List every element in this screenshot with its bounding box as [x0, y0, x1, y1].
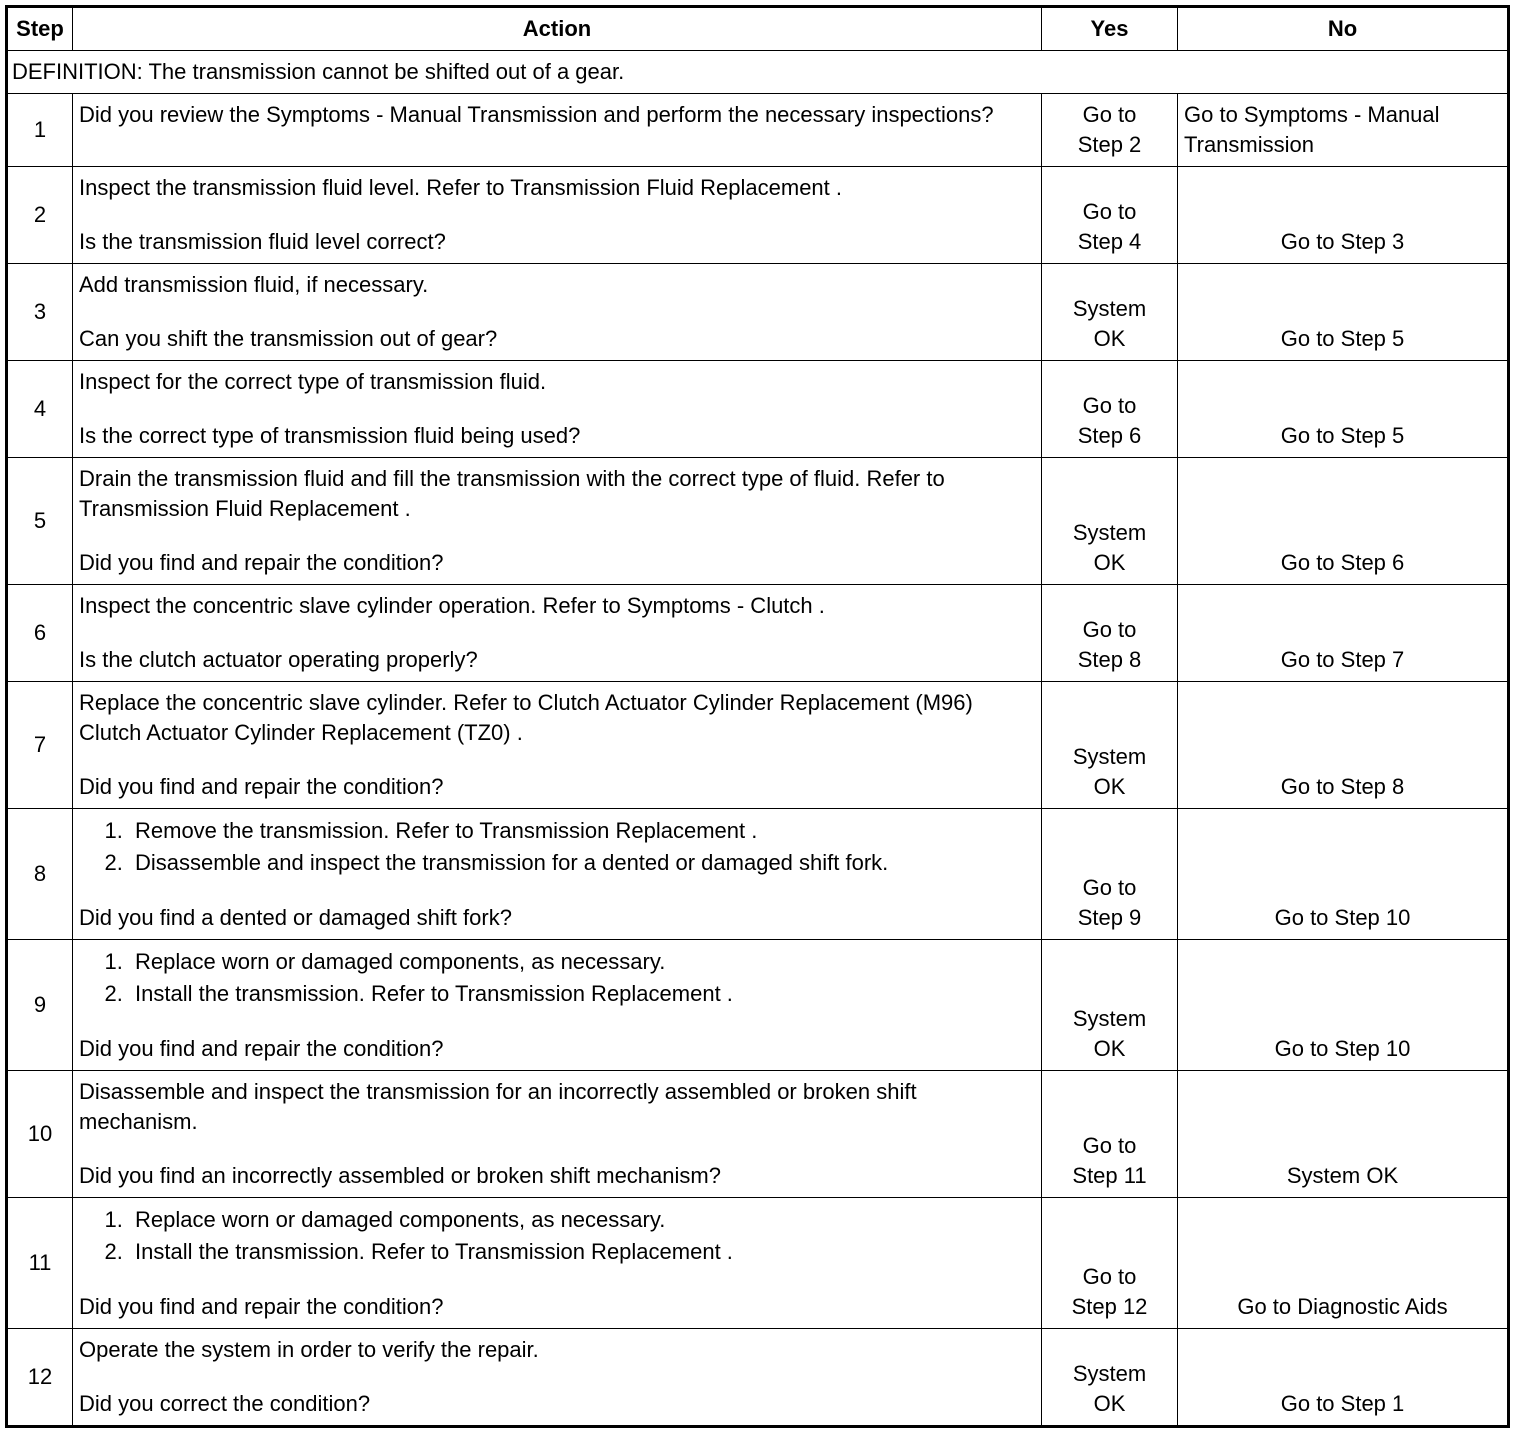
action-question: Is the clutch actuator operating properly?	[79, 647, 478, 672]
no-cell: Go to Step 5	[1178, 361, 1509, 458]
action-cell	[73, 1329, 1042, 1427]
yes-cell	[1042, 264, 1178, 361]
step-number: 4	[7, 361, 73, 458]
step-number: 11	[7, 1198, 73, 1329]
yes-cell	[1042, 167, 1178, 264]
table-row	[7, 1329, 1509, 1427]
action-list-item: 1. Remove the transmission. Refer to Transmission Replacement .	[129, 815, 1035, 847]
step-number: 1	[7, 94, 73, 167]
step-number: 9	[7, 940, 73, 1071]
action-question: Did you find and repair the condition?	[79, 550, 444, 575]
yes-cell	[1042, 809, 1178, 940]
action-question: Did you find and repair the condition?	[79, 774, 444, 799]
action-text: Disassemble and inspect the transmission for an incorrectly assembled or broken shift mechanism.	[79, 1079, 917, 1134]
step-number: 2	[7, 167, 73, 264]
yes-text: OK	[1093, 550, 1126, 575]
action-list-item: 2. Disassemble and inspect the transmission for a dented or damaged shift fork.	[129, 847, 1035, 879]
action-cell	[73, 167, 1042, 264]
table-row	[7, 264, 1509, 361]
no-cell: Go to Step 6	[1178, 458, 1509, 585]
action-cell	[73, 1071, 1042, 1198]
yes-cell	[1042, 1329, 1178, 1427]
yes-text: Go to	[1082, 393, 1137, 418]
action-question: Did you correct the condition?	[79, 1391, 371, 1416]
yes-text: Step 4	[1077, 229, 1142, 254]
yes-text: System	[1072, 520, 1147, 545]
table-row	[7, 167, 1509, 264]
yes-text: Go to	[1082, 1133, 1137, 1158]
table-row	[7, 809, 1509, 940]
table-row	[7, 940, 1509, 1071]
no-cell: Go to Symptoms - Manual Transmission	[1178, 94, 1509, 167]
yes-text: Step 8	[1077, 647, 1142, 672]
yes-text: System	[1072, 296, 1147, 321]
yes-cell	[1042, 940, 1178, 1071]
yes-text: Step 6	[1077, 423, 1142, 448]
action-question: Can you shift the transmission out of gear?	[79, 326, 498, 351]
no-cell: Go to Step 10	[1178, 940, 1509, 1071]
action-list-item: 2. Install the transmission. Refer to Transmission Replacement .	[129, 978, 1035, 1010]
table-row	[7, 1071, 1509, 1198]
action-cell	[73, 940, 1042, 1071]
action-cell	[73, 94, 1042, 167]
action-list	[79, 946, 1035, 1010]
step-number: 12	[7, 1329, 73, 1427]
table-row	[7, 458, 1509, 585]
yes-text: Step 9	[1077, 905, 1142, 930]
table-row	[7, 361, 1509, 458]
action-list	[79, 815, 1035, 879]
step-number: 7	[7, 682, 73, 809]
yes-text: System	[1072, 1361, 1147, 1386]
no-cell: Go to Step 7	[1178, 585, 1509, 682]
yes-cell	[1042, 682, 1178, 809]
action-list-item: 1. Replace worn or damaged components, as necessary.	[129, 946, 1035, 978]
action-list	[79, 1204, 1035, 1268]
yes-text: Go to	[1082, 1264, 1137, 1289]
yes-text: Go to	[1082, 199, 1137, 224]
header-step: Step	[7, 7, 73, 51]
action-text: Replace the concentric slave cylinder. Refer to Clutch Actuator Cylinder Replacement (M96) Clutch Actuator Cylinder Replacement (TZ0) .	[79, 690, 973, 745]
no-cell: Go to Step 10	[1178, 809, 1509, 940]
table-row	[7, 585, 1509, 682]
yes-cell	[1042, 1198, 1178, 1329]
action-cell	[73, 1198, 1042, 1329]
definition-text: DEFINITION: The transmission cannot be shifted out of a gear.	[7, 51, 1509, 94]
step-number: 3	[7, 264, 73, 361]
table-row	[7, 94, 1509, 167]
yes-text: Step 2	[1077, 132, 1142, 157]
action-cell	[73, 361, 1042, 458]
action-question: Is the transmission fluid level correct?	[79, 229, 446, 254]
yes-text: OK	[1093, 326, 1126, 351]
action-question: Did you find and repair the condition?	[79, 1036, 444, 1061]
yes-cell	[1042, 361, 1178, 458]
action-cell	[73, 264, 1042, 361]
no-cell: Go to Step 8	[1178, 682, 1509, 809]
no-cell: Go to Step 3	[1178, 167, 1509, 264]
no-cell: Go to Diagnostic Aids	[1178, 1198, 1509, 1329]
action-text: Did you review the Symptoms - Manual Transmission and perform the necessary inspections?	[79, 102, 994, 127]
table-row	[7, 1198, 1509, 1329]
action-cell	[73, 682, 1042, 809]
yes-cell	[1042, 94, 1178, 167]
action-text: Add transmission fluid, if necessary.	[79, 272, 429, 297]
action-question: Did you find and repair the condition?	[79, 1294, 444, 1319]
action-text: Drain the transmission fluid and fill the transmission with the correct type of fluid. Refer to Transmission Fluid Replacement .	[79, 466, 945, 521]
header-no: No	[1178, 7, 1509, 51]
header-yes: Yes	[1042, 7, 1178, 51]
no-cell: Go to Step 5	[1178, 264, 1509, 361]
action-question: Did you find a dented or damaged shift fork?	[79, 905, 512, 930]
yes-text: Go to	[1082, 102, 1137, 127]
header-action: Action	[73, 7, 1042, 51]
yes-text: Step 11	[1072, 1163, 1147, 1188]
step-number: 10	[7, 1071, 73, 1198]
header-row	[7, 7, 1509, 51]
table-row	[7, 682, 1509, 809]
step-number: 6	[7, 585, 73, 682]
yes-cell	[1042, 1071, 1178, 1198]
yes-text: OK	[1093, 1391, 1126, 1416]
yes-cell	[1042, 458, 1178, 585]
yes-cell	[1042, 585, 1178, 682]
definition-row	[7, 51, 1509, 94]
diagnostic-table	[5, 5, 1510, 1428]
action-cell	[73, 458, 1042, 585]
yes-text: System	[1072, 744, 1147, 769]
yes-text: Go to	[1082, 617, 1137, 642]
action-cell	[73, 809, 1042, 940]
action-cell	[73, 585, 1042, 682]
step-number: 8	[7, 809, 73, 940]
action-text: Inspect for the correct type of transmission fluid.	[79, 369, 547, 394]
step-number: 5	[7, 458, 73, 585]
action-text: Operate the system in order to verify the repair.	[79, 1337, 539, 1362]
action-text: Inspect the transmission fluid level. Refer to Transmission Fluid Replacement .	[79, 175, 842, 200]
action-question: Is the correct type of transmission fluid being used?	[79, 423, 581, 448]
action-list-item: 2. Install the transmission. Refer to Transmission Replacement .	[129, 1236, 1035, 1268]
yes-text: Go to	[1082, 875, 1137, 900]
no-cell: Go to Step 1	[1178, 1329, 1509, 1427]
action-list-item: 1. Replace worn or damaged components, as necessary.	[129, 1204, 1035, 1236]
yes-text: OK	[1093, 1036, 1126, 1061]
action-question: Did you find an incorrectly assembled or broken shift mechanism?	[79, 1163, 721, 1188]
yes-text: OK	[1093, 774, 1126, 799]
no-cell: System OK	[1178, 1071, 1509, 1198]
yes-text: System	[1072, 1006, 1147, 1031]
action-text: Inspect the concentric slave cylinder operation. Refer to Symptoms - Clutch .	[79, 593, 825, 618]
yes-text: Step 12	[1071, 1294, 1148, 1319]
